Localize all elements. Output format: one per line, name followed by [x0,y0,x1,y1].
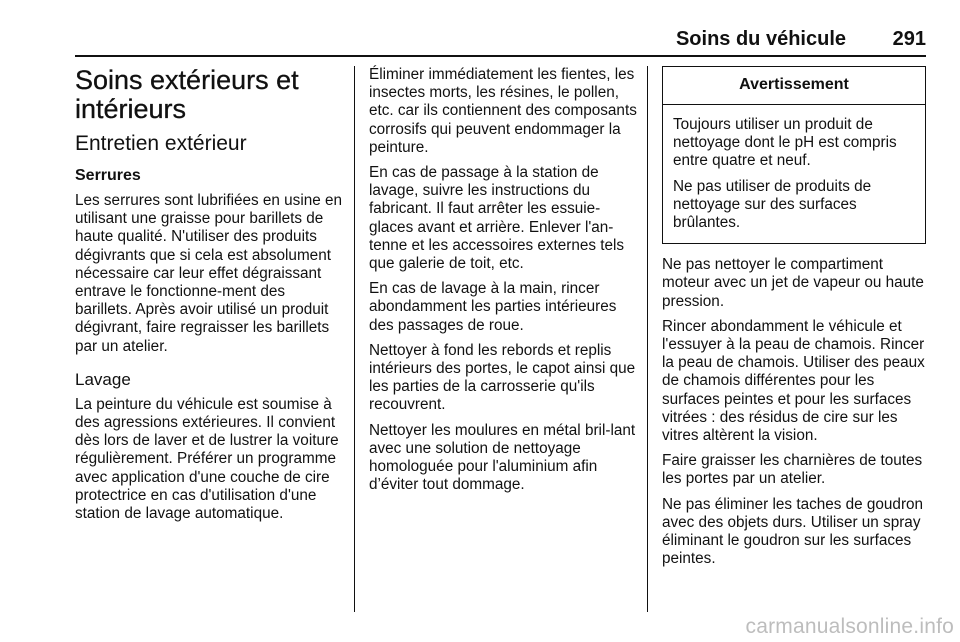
warning-text: Ne pas utiliser de produits de nettoyage sur des surfaces brûlantes. [673,177,872,232]
page-number: 291 [892,28,926,50]
column-divider-1 [354,66,355,612]
warning-title: Avertissement [663,67,925,105]
paragraph: Rincer abondamment le véhicule et l'essuyer à la peau de chamois. Rincer la peau de chamois. Utiliser des peaux de chamois différentes pour les surfaces peintes et pour les surfaces vitrées : des résidus de cire sur les vitres altèrent la vision. [662,317,925,445]
paragraph: Ne pas nettoyer le compartiment moteur avec un jet de vapeur ou haute pression. [662,256,924,310]
paragraph: Nettoyer les moulures en métal bril-lant avec une solution de nettoyage homologuée pour l'aluminium afin d’éviter tout dommage. [369,421,636,494]
column-3 [662,66,926,575]
warning-text: Toujours utiliser un produit de nettoyage dont le pH est compris entre quatre et neuf. [673,116,897,170]
header-title: Soins du véhicule [675,28,846,50]
watermark: carmanualsonline.info [745,615,954,638]
warning-box [662,66,926,244]
paragraph: En cas de lavage à la main, rincer abondamment les parties intérieures des passages de roue. [369,280,617,334]
column-divider-2 [647,66,648,612]
serrures-heading: Serrures [75,167,141,184]
chapter-title: Soins extérieurs et intérieurs [75,65,299,124]
paragraph: Éliminer immédiatement les fientes, les insectes morts, les résines, le pollen, etc. car ils contiennent des composants corrosifs qui peuvent endommager la peinture. [369,66,637,156]
lavage-heading: Lavage [75,369,131,389]
header-rule [75,55,926,57]
column-2 [369,66,637,501]
warning-body [663,105,925,243]
paragraph: Ne pas éliminer les taches de goudron avec des objets durs. Utiliser un spray éliminant le goudron sur les surfaces peintes. [662,495,924,568]
column-1 [75,62,345,530]
section-title: Entretien extérieur [75,132,247,155]
paragraph: En cas de passage à la station de lavage, suivre les instructions du fabricant. Il faut arrêter les essuie-glaces avant et arrière. Enlever l'an-tenne et les accessoires externes tels que galerie de toit, etc. [369,164,625,273]
paragraph: Faire graisser les charnières de toutes les portes par un atelier. [662,452,923,488]
serrures-text: Les serrures sont lubrifiées en usine en utilisant une graisse pour barillets de haute qualité. N'utiliser des produits dégivrants que si cela est absolument nécessaire car leur effet dégraissant entrave le fonctionne-ment des barillets. Après avoir utilisé un produit dégivrant, faire regraisser les barillets par un atelier. [75,192,342,355]
lavage-text: La peinture du véhicule est soumise à des agressions extérieures. Il convient dès lors de laver et de lustrer la voiture régulièrement. Préférer un programme avec application d'une couche de cire protectrice en cas d'utilisation d'une station de lavage automatique. [75,395,339,523]
paragraph: Nettoyer à fond les rebords et replis intérieurs des portes, le capot ainsi que les parties de la carrosserie qu'ils recouvrent. [369,341,636,414]
